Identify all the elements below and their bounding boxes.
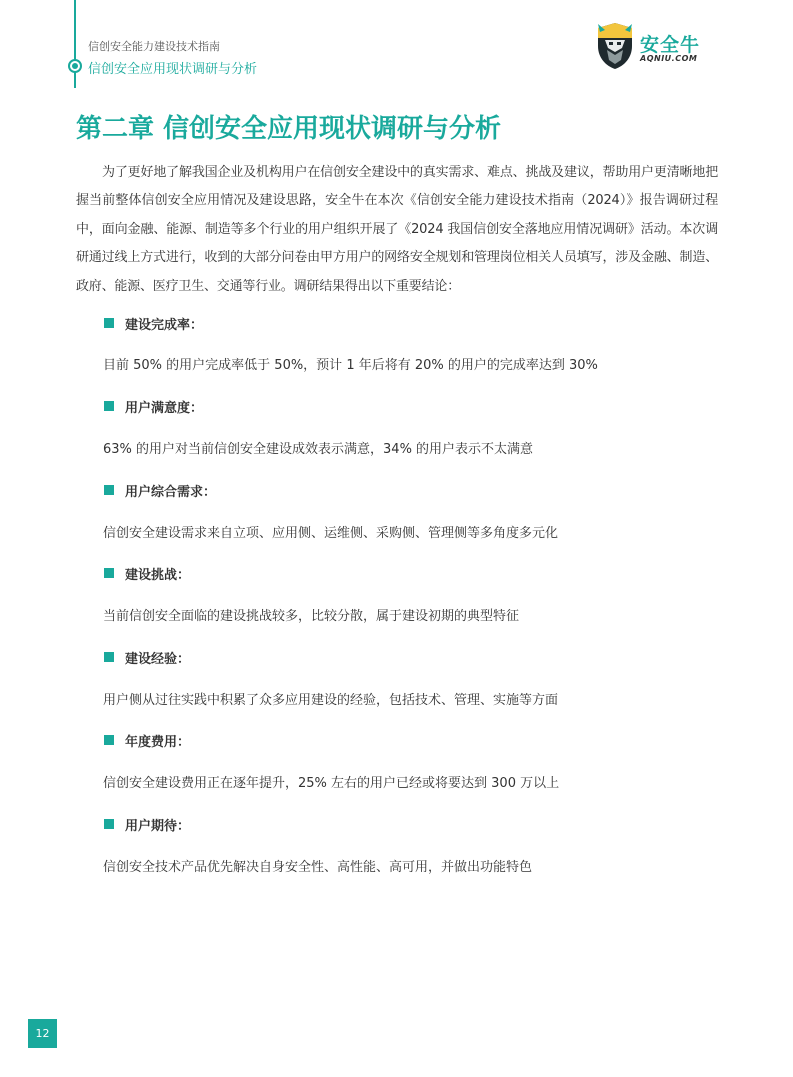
header-section-title: 信创安全应用现状调研与分析 xyxy=(88,62,258,77)
page-number: 12 xyxy=(28,1019,57,1048)
header-doc-title: 信创安全能力建设技术指南 xyxy=(88,40,220,53)
finding-heading xyxy=(104,396,203,416)
square-bullet-icon xyxy=(104,568,114,578)
finding-label: 建设挑战： xyxy=(125,567,191,583)
finding-text: 信创安全技术产品优先解决自身安全性、高性能、高可用，并做出功能特色 xyxy=(103,860,533,875)
finding-text: 信创安全建设费用正在逐年提升，25% 左右的用户已经或将要达到 300 万以上 xyxy=(103,776,560,791)
finding-label: 建设完成率： xyxy=(125,317,204,333)
square-bullet-icon xyxy=(104,652,114,662)
finding-text: 信创安全建设需求来自立项、应用侧、运维侧、采购侧、管理侧等多角度多元化 xyxy=(103,526,559,541)
brand-name: 安全牛 xyxy=(640,34,701,56)
finding-heading xyxy=(104,814,190,834)
finding-label: 用户满意度： xyxy=(125,400,204,416)
square-bullet-icon xyxy=(104,735,114,745)
square-bullet-icon xyxy=(104,819,114,829)
finding-label: 用户综合需求： xyxy=(125,484,217,500)
square-bullet-icon xyxy=(104,401,114,411)
finding-label: 年度费用： xyxy=(125,734,191,750)
square-bullet-icon xyxy=(104,318,114,328)
brand-domain: AQNIU.COM xyxy=(640,54,698,63)
finding-text: 用户侧从过往实践中积累了众多应用建设的经验，包括技术、管理、实施等方面 xyxy=(103,693,559,708)
square-bullet-icon xyxy=(104,485,114,495)
finding-heading xyxy=(104,480,216,500)
finding-heading xyxy=(104,313,203,333)
finding-label: 用户期待： xyxy=(125,818,191,834)
finding-text: 目前 50% 的用户完成率低于 50%，预计 1 年后将有 20% 的用户的完成率达到 30% xyxy=(103,358,598,373)
finding-label: 建设经验： xyxy=(125,651,191,667)
finding-heading xyxy=(104,730,190,750)
finding-text: 当前信创安全面临的建设挑战较多，比较分散，属于建设初期的典型特征 xyxy=(103,609,520,624)
finding-heading xyxy=(104,563,190,583)
chapter-title: 第二章 信创安全应用现状调研与分析 xyxy=(76,114,502,144)
finding-text: 63% 的用户对当前信创安全建设成效表示满意，34% 的用户表示不太满意 xyxy=(103,442,534,457)
finding-heading xyxy=(104,647,190,667)
intro-paragraph: 为了更好地了解我国企业及机构用户在信创安全建设中的真实需求、难点、挑战及建议，帮助用户更清晰地把握当前整体信创安全应用情况及建设思路，安全牛在本次《信创安全能力建设技术指南（2024）》报告调研过程中，面向金融、能源、制造等多个行业的用户组织开展了《2024 我国信创安全落地应用情况调研》活动。本次调研通过线上方式进行，收到的大部分问卷由甲方用户的网络安全规划和管理岗位相关人员填写，涉及金融、制造、政府、能源、医疗卫生、交通等行业。调研结果得出以下重要结论： xyxy=(76,165,718,294)
